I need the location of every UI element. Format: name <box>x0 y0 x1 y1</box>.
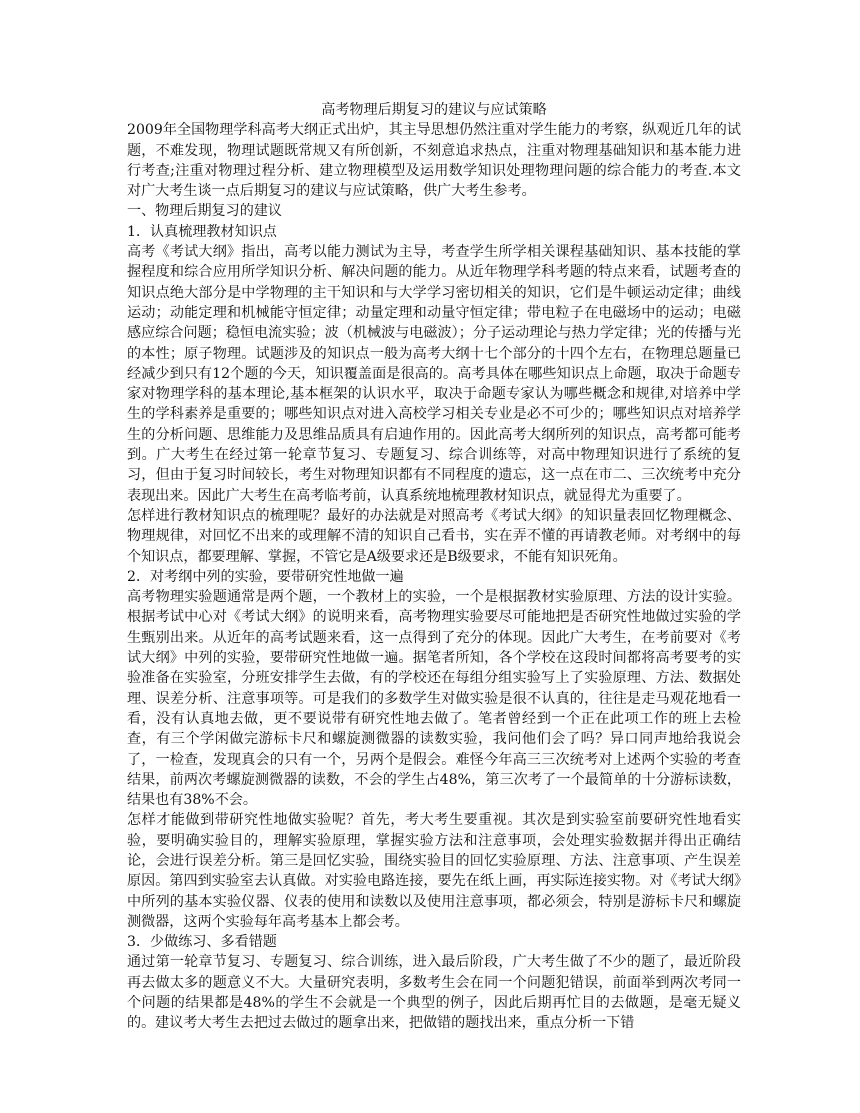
subsection-1-paragraph-1: 高考《考试大纲》指出，高考以能力测试为主导，考查学生所学相关课程基础知识、基本技能的掌握程度和综合应用所学知识分析、解决问题的能力。从近年物理学科考题的特点来看，试题考查的知识点绝大部分是中学物理的主干知识和与大学学习密切相关的知识，它们是牛顿运动定律；曲线运动；动能定理和机械能守恒定律；动量定理和动量守恒定律；带电粒子在电磁场中的运动；电磁感应综合问题；稳恒电流实验；波（机械波与电磁波）；分子运动理论与热力学定律；光的传播与光的本性；原子物理。试题涉及的知识点一般为高考大纲十七个部分的十四个左右，在物理总题量已经减少到只有12个题的今天，知识覆盖面是很高的。高考具体在哪些知识点上命题，取决于命题专家对物理学科的基本理论,基本框架的认识水平，取决于命题专家认为哪些概念和规律,对培养中学生的学科素养是重要的；哪些知识点对进入高校学习相关专业是必不可少的；哪些知识点对培养学生的分析问题、思维能力及思维品质具有启迪作用的。因此高考大纲所列的知识点，高考都可能考到。广大考生在经过第一轮章节复习、专题复习、综合训练等，对高中物理知识进行了系统的复习，但由于复习时间较长，考生对物理知识都有不同程度的遗忘，这一点在市二、三次统考中充分表现出来。因此广大考生在高考临考前，认真系统地梳理教材知识点，就显得尤为重要了。 <box>127 244 741 504</box>
subsection-3-paragraph-1: 通过第一轮章节复习、专题复习、综合训练，进入最后阶段，广大考生做了不少的题了，最近阶段再去做太多的题意义不大。大量研究表明，多数考生会在同一个问题犯错误，前面举到两次考同一个问题的结果都是48%的学生不会就是一个典型的例子，因此后期再忙目的去做题，是毫无疑义的。建议考大考生去把过去做过的题拿出来，把做错的题找出来，重点分析一下错 <box>127 954 741 1032</box>
section-heading-1: 一、物理后期复习的建议 <box>127 203 283 220</box>
subsection-heading-1: 1．认真梳理教材知识点 <box>127 223 277 240</box>
subsection-2-paragraph-1: 高考物理实验题通常是两个题，一个教材上的实验，一个是根据教材实验原理、方法的设计实验。根据考试中心对《考试大纲》的说明来看，高考物理实验要尽可能地把是否研究性地做过实验的学生甄别出来。从近年的高考试题来看，这一点得到了充分的体现。因此广大考生，在考前要对《考试大纲》中列的实验，要带研究性地做一遍。据笔者所知，各个学校在这段时间都将高考要考的实验准备在实验室，分班安排学生去做，有的学校还在每组分组实验写上了实验原理、方法、数据处理、误差分析、注意事项等。可是我们的多数学生对做实验是很不认真的，往往是走马观花地看一看，没有认真地去做，更不要说带有研究性地去做了。笔者曾经到一个正在此项工作的班上去检查，有三个学闲做完游标卡尺和螺旋测微器的读数实验，我问他们会了吗？异口同声地给我说会了，一检查，发现真会的只有一个，另两个是假会。难怪今年高三三次统考对上述两个实验的考查结果，前两次考螺旋测微器的读数，不会的学生占48%，第三次考了一个最简单的十分游标读数，结果也有38%不会。 <box>127 589 741 809</box>
subsection-heading-2: 2．对考纲中列的实验，要带研究性地做一遍 <box>127 568 404 585</box>
document-title: 高考物理后期复习的建议与应试策略 <box>321 102 547 118</box>
subsection-2-paragraph-2: 怎样才能做到带研究性地做实验呢？首先，考大考生要重视。其次是到实验室前要研究性地看实验，要明确实验目的，理解实验原理，掌握实验方法和注意事项，会处理实验数据并得出正确结论，会进行误差分析。第三是回忆实验，围绕实验目的回忆实验原理、方法、注意事项、产生误差原因。第四到实验室去认真做。对实验电路连接，要先在纸上画，再实际连接实物。对《考试大纲》中所列的基本实验仪器、仪表的使用和读数以及使用注意事项，都必须会，特别是游标卡尺和螺旋测微器，这两个实验每年高考基本上都会考。 <box>127 812 741 930</box>
subsection-heading-3: 3．少做练习、多看错题 <box>127 934 277 951</box>
intro-paragraph: 2009年全国物理学科高考大纲正式出炉，其主导思想仍然注重对学生能力的考察，纵观近几年的试题，不难发现，物理试题既常规又有所创新，不刻意追求热点，注重对物理基础知识和基本能力进行考查;注重对物理过程分析、建立物理模型及运用数学知识处理物理问题的综合能力的考查.本文对广大考生谈一点后期复习的建议与应试策略，供广大考生参考。 <box>127 122 741 200</box>
subsection-1-paragraph-2: 怎样进行教材知识点的梳理呢？最好的办法就是对照高考《考试大纲》的知识量表回忆物理概念、物理规律，对回忆不出来的或理解不清的知识自己看书，实在弄不懂的再请教老师。对考纲中的每个知识点，都要理解、掌握，不管它是A级要求还是B级要求，不能有知识死角。 <box>127 507 741 565</box>
document-page <box>127 100 741 1034</box>
